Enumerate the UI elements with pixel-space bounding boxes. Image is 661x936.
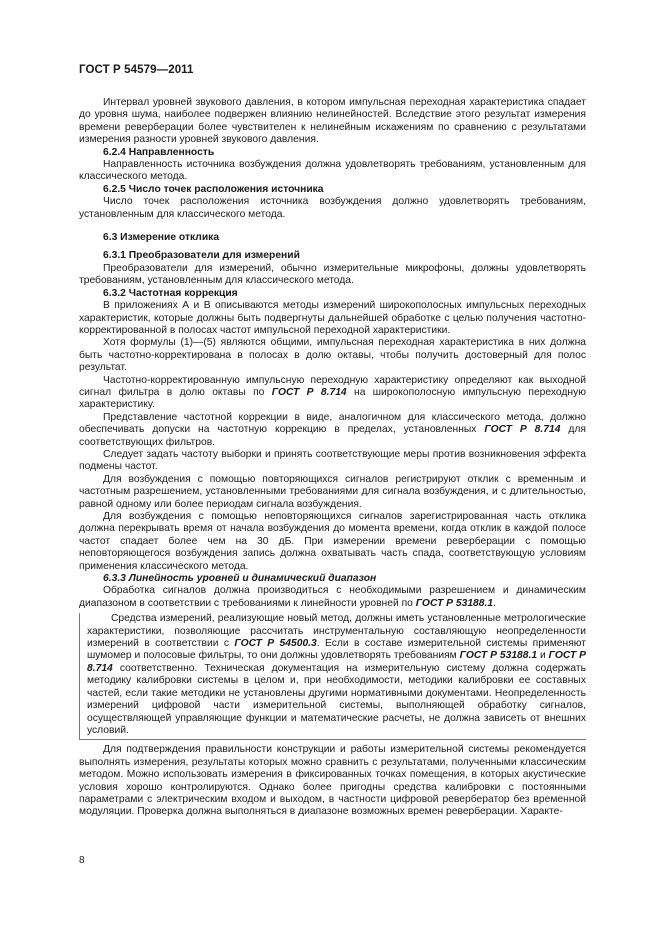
paragraph: Следует задать частоту выборки и принять соответствующие меры против возникновения эффекта подмены частот. — [79, 448, 586, 473]
standard-reference: ГОСТ Р 54500.3 — [234, 638, 317, 650]
page-number: 8 — [79, 855, 85, 866]
paragraph — [79, 375, 586, 412]
paragraph: В приложениях А и В описываются методы измерений широкополосных импульсных переходных характеристик, которые должны быть подвергнуты дальнейшей обработке с целью получения частотно-корректированной в полосах частот импульсной переходной характеристики. — [79, 300, 586, 336]
document-body — [79, 97, 586, 819]
text-run: и — [537, 650, 549, 662]
section-heading-6-3-1: 6.3.1 Преобразователи для измерений — [103, 250, 300, 262]
paragraph — [79, 585, 586, 610]
section-heading-6-3-3: 6.3.3 Линейность уровней и динамический диапазон — [103, 573, 377, 585]
paragraph: Для возбуждения с помощью неповторяющихся сигналов зарегистрированная часть отклика должна перекрывать время от начала возбуждения до момента времени, когда отклик в каждой полосе частот спадает более чем на 30 дБ. При измерении времени реверберации с помощью неповторяющегося возбуждения запись должна охватывать часть спада, соответствующую условиям применения классического метода. — [79, 511, 586, 572]
text-run: Средства измерений, реализующие новый метод, должны иметь установленные метрологические характеристики, позволяющие рассчитать инструментальную составляющую неопределенности измерений в соответствии с — [87, 613, 586, 650]
paragraph — [87, 613, 586, 737]
text-run: . — [493, 597, 496, 609]
standard-reference: ГОСТ Р 8.714 — [484, 424, 561, 436]
text-run: . Если в составе измерительной системы применяют шумомер и полосовые фильтры, то они должны удовлетворять требованиям — [87, 638, 586, 662]
text-run: на широкополосную импульсную переходную характеристику. — [79, 386, 586, 411]
paragraph: Интервал уровней звукового давления, в котором импульсная переходная характеристика спадает до уровня шума, наиболее подвержен влиянию нелинейностей. Вследствие этого результат измерения времени реверберации более чувствителен к нелинейным искажениям по сравнению с результатами измерения разности уровней звукового давления. — [79, 97, 586, 146]
paragraph: Направленность источника возбуждения должна удовлетворять требованиям, установленным для классического метода. — [79, 159, 586, 183]
paragraph: Преобразователи для измерений, обычно измерительные микрофоны, должны удовлетворять требованиям, установленным для классического метода. — [79, 262, 586, 287]
text-run: Частотно-корректированную импульсную переходную характеристику определяют как выходной сигнал фильтра в долю октавы по — [79, 374, 586, 398]
standard-reference: ГОСТ Р 53188.1 — [415, 597, 494, 609]
text-run: для соответствующих фильтров. — [79, 424, 586, 448]
text-run: соответственно. Техническая документация на измерительную систему должна содержать методику калибровки системы в целом и, при необходимости, методики калибровки ее составных частей, если такие методики не установлены другими нормативными документами. Неопределенность измерений цифровой части измерительной системы, выполняющей обработку сигналов, осуществляющей управляющие функции и математические расчеты, не должна зависеть от внешних условий. — [87, 662, 586, 736]
section-heading-6-3-2: 6.3.2 Частотная коррекция — [103, 287, 238, 299]
section-heading-6-2-5: 6.2.5 Число точек расположения источника — [103, 183, 324, 195]
standard-reference: ГОСТ Р 53188.1 — [459, 650, 538, 662]
national-note-box — [79, 613, 586, 740]
standard-reference: ГОСТ Р 8.714 — [87, 650, 586, 674]
paragraph: Число точек расположения источника возбуждения должно удовлетворять требованиям, установленным для классического метода. — [79, 196, 586, 220]
paragraph: Хотя формулы (1)—(5) являются общими, импульсная переходная характеристика в них должна быть частотно-корректирована в полосах в долю октавы, чтобы получить достоверный для полос результат. — [79, 337, 586, 374]
document-header: ГОСТ Р 54579—2011 — [79, 64, 194, 76]
text-run: Представление частотной коррекции в виде, аналогичном для классического метода, должно обеспечивать допуски на частотную коррекцию в пределах, установленных — [79, 411, 586, 436]
standard-reference: ГОСТ Р 8.714 — [271, 386, 347, 398]
paragraph: Для возбуждения с помощью повторяющихся сигналов регистрируют отклик с временным и частотным разрешением, установленными требованиями для сигнала возбуждения, и с длительностью, равной одному или более периодам сигнала возбуждения. — [79, 473, 586, 510]
paragraph: Для подтверждения правильности конструкции и работы измерительной системы рекомендуется выполнять измерения, результаты которых можно сравнить с результатами, полученными классическим методом. Можно использовать измерения в фиксированных точках помещения, в которых акустические условия хорошо контролируются. Однако более пригодны средства калибровки с постоянными параметрами с электрическим входом и выходом, в частности цифровой ревербератор без временной модуляции. Проверка должна выполняться в диапазоне возможных времен реверберации. Характе- — [79, 744, 586, 818]
paragraph — [79, 412, 586, 449]
text-run: Обработка сигналов должна производиться с необходимыми разрешением и динамическим диапазоном в соответствии с требованиями к линейности уровней по — [79, 585, 586, 609]
section-heading-6-2-4: 6.2.4 Направленность — [103, 146, 215, 158]
section-heading-6-3: 6.3 Измерение отклика — [103, 232, 220, 244]
